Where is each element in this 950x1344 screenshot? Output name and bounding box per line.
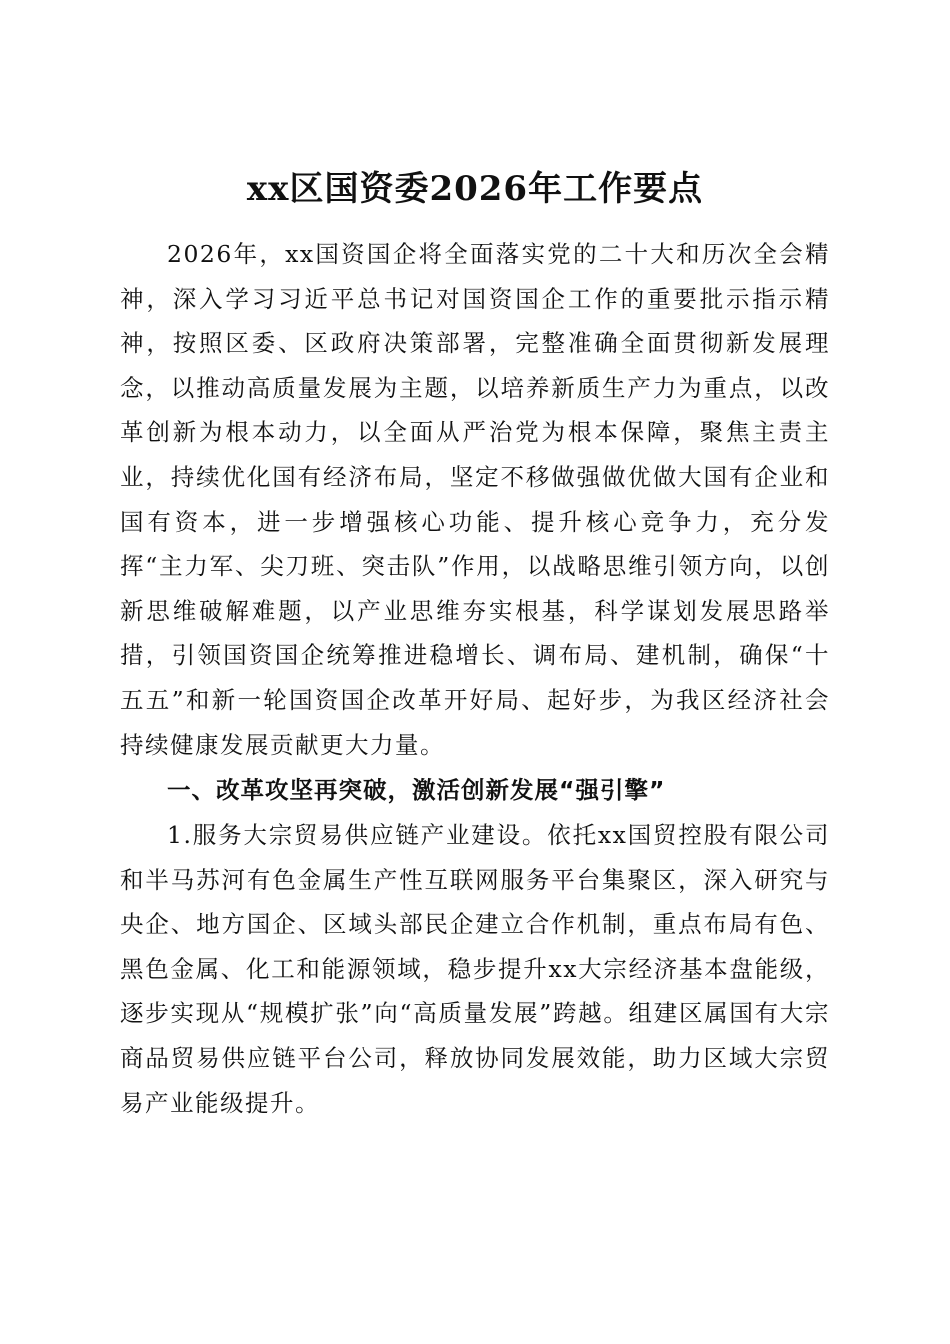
item-1-paragraph: 1.服务大宗贸易供应链产业建设。依托xx国贸控股有限公司和半马苏河有色金属生产性互联网服务平台集聚区，深入研究与央企、地方国企、区域头部民企建立合作机制，重点布局有色、黑色金属、化工和能源领域，稳步提升xx大宗经济基本盘能级，逐步实现从“规模扩张”向“高质量发展”跨越。组建区属国有大宗商品贸易供应链平台公司，释放协同发展效能，助力区域大宗贸易产业能级提升。 bbox=[120, 821, 830, 1117]
section-heading: 一、改革攻坚再突破，激活创新发展“强引擎” bbox=[167, 776, 666, 804]
document-title: xx区国资委2026年工作要点 bbox=[246, 168, 704, 209]
intro-paragraph: 2026年，xx国资国企将全面落实党的二十大和历次全会精神，深入学习习近平总书记对国资国企工作的重要批示指示精神，按照区委、区政府决策部署，完整准确全面贯彻新发展理念，以推动高质量发展为主题，以培养新质生产力为重点，以改革创新为根本动力，以全面从严治党为根本保障，聚焦主责主业，持续优化国有经济布局，坚定不移做强做优做大国有企业和国有资本，进一步增强核心功能、提升核心竞争力，充分发挥“主力军、尖刀班、突击队”作用，以战略思维引领方向，以创新思维破解难题，以产业思维夯实根基，科学谋划发展思路举措，引领国资国企统筹推进稳增长、调布局、建机制，确保“十五五”和新一轮国资国企改革开好局、起好步，为我区经济社会持续健康发展贡献更大力量。 bbox=[120, 240, 830, 759]
